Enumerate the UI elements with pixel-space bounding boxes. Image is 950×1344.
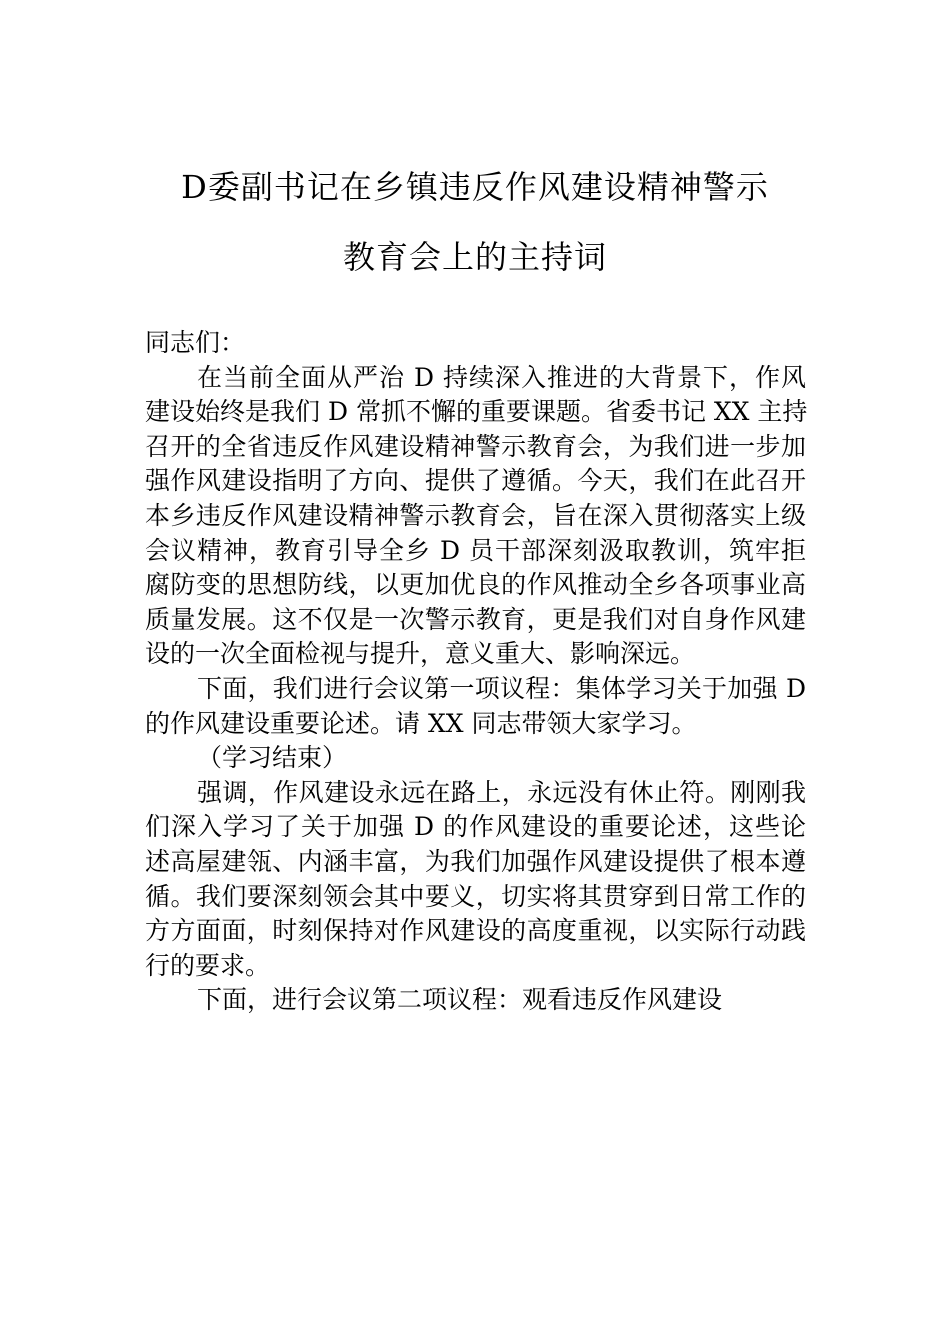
text-line: 循。我们要深刻领会其中要义，切实将其贯穿到日常工作的 <box>145 881 806 911</box>
text-line: 设的一次全面检视与提升，意义重大、影响深远。 <box>145 639 696 669</box>
document-title-line-2: 教育会上的主持词 <box>342 238 607 276</box>
text-line: 质量发展。这不仅是一次警示教育，更是我们对自身作风建 <box>145 604 806 634</box>
paragraph <box>145 672 806 741</box>
text-line: 召开的全省违反作风建设精神警示教育会，为我们进一步加 <box>145 431 806 461</box>
text-line: 下面，我们进行会议第一项议程：集体学习关于加强 D <box>197 673 806 703</box>
text-line: （学习结束） <box>197 743 348 773</box>
text-line: 在当前全面从严治 D 持续深入推进的大背景下，作风 <box>197 362 806 392</box>
text-line: 的作风建设重要论述。请 XX 同志带领大家学习。 <box>145 708 697 738</box>
text-line: 行的要求。 <box>145 950 271 980</box>
text-line: 本乡违反作风建设精神警示教育会，旨在深入贯彻落实上级 <box>145 500 806 530</box>
text-line: 下面，进行会议第二项议程：观看违反作风建设 <box>197 985 723 1015</box>
text-line: 强调，作风建设永远在路上，永远没有休止符。刚刚我 <box>197 777 806 807</box>
text-line: 述高屋建瓴、内涵丰富，为我们加强作风建设提供了根本遵 <box>145 846 806 876</box>
text-line: 们深入学习了关于加强 D 的作风建设的重要论述，这些论 <box>145 812 806 842</box>
salutation: 同志们： <box>145 328 246 357</box>
text-line: 强作风建设指明了方向、提供了遵循。今天，我们在此召开 <box>145 466 806 496</box>
paragraph <box>145 741 806 776</box>
document-body <box>145 326 806 1018</box>
paragraph <box>145 983 806 1018</box>
text-line: 会议精神，教育引导全乡 D 员干部深刻汲取教训，筑牢拒 <box>145 535 806 565</box>
paragraph <box>145 361 806 672</box>
text-line: 腐防变的思想防线，以更加优良的作风推动全乡各项事业高 <box>145 570 806 600</box>
text-line: 方方面面，时刻保持对作风建设的高度重视，以实际行动践 <box>145 916 806 946</box>
text-line: 建设始终是我们 D 常抓不懈的重要课题。省委书记 XX 主持 <box>145 397 808 427</box>
document-title-line-1: D委副书记在乡镇违反作风建设精神警示 <box>181 168 769 206</box>
paragraph <box>145 776 806 984</box>
